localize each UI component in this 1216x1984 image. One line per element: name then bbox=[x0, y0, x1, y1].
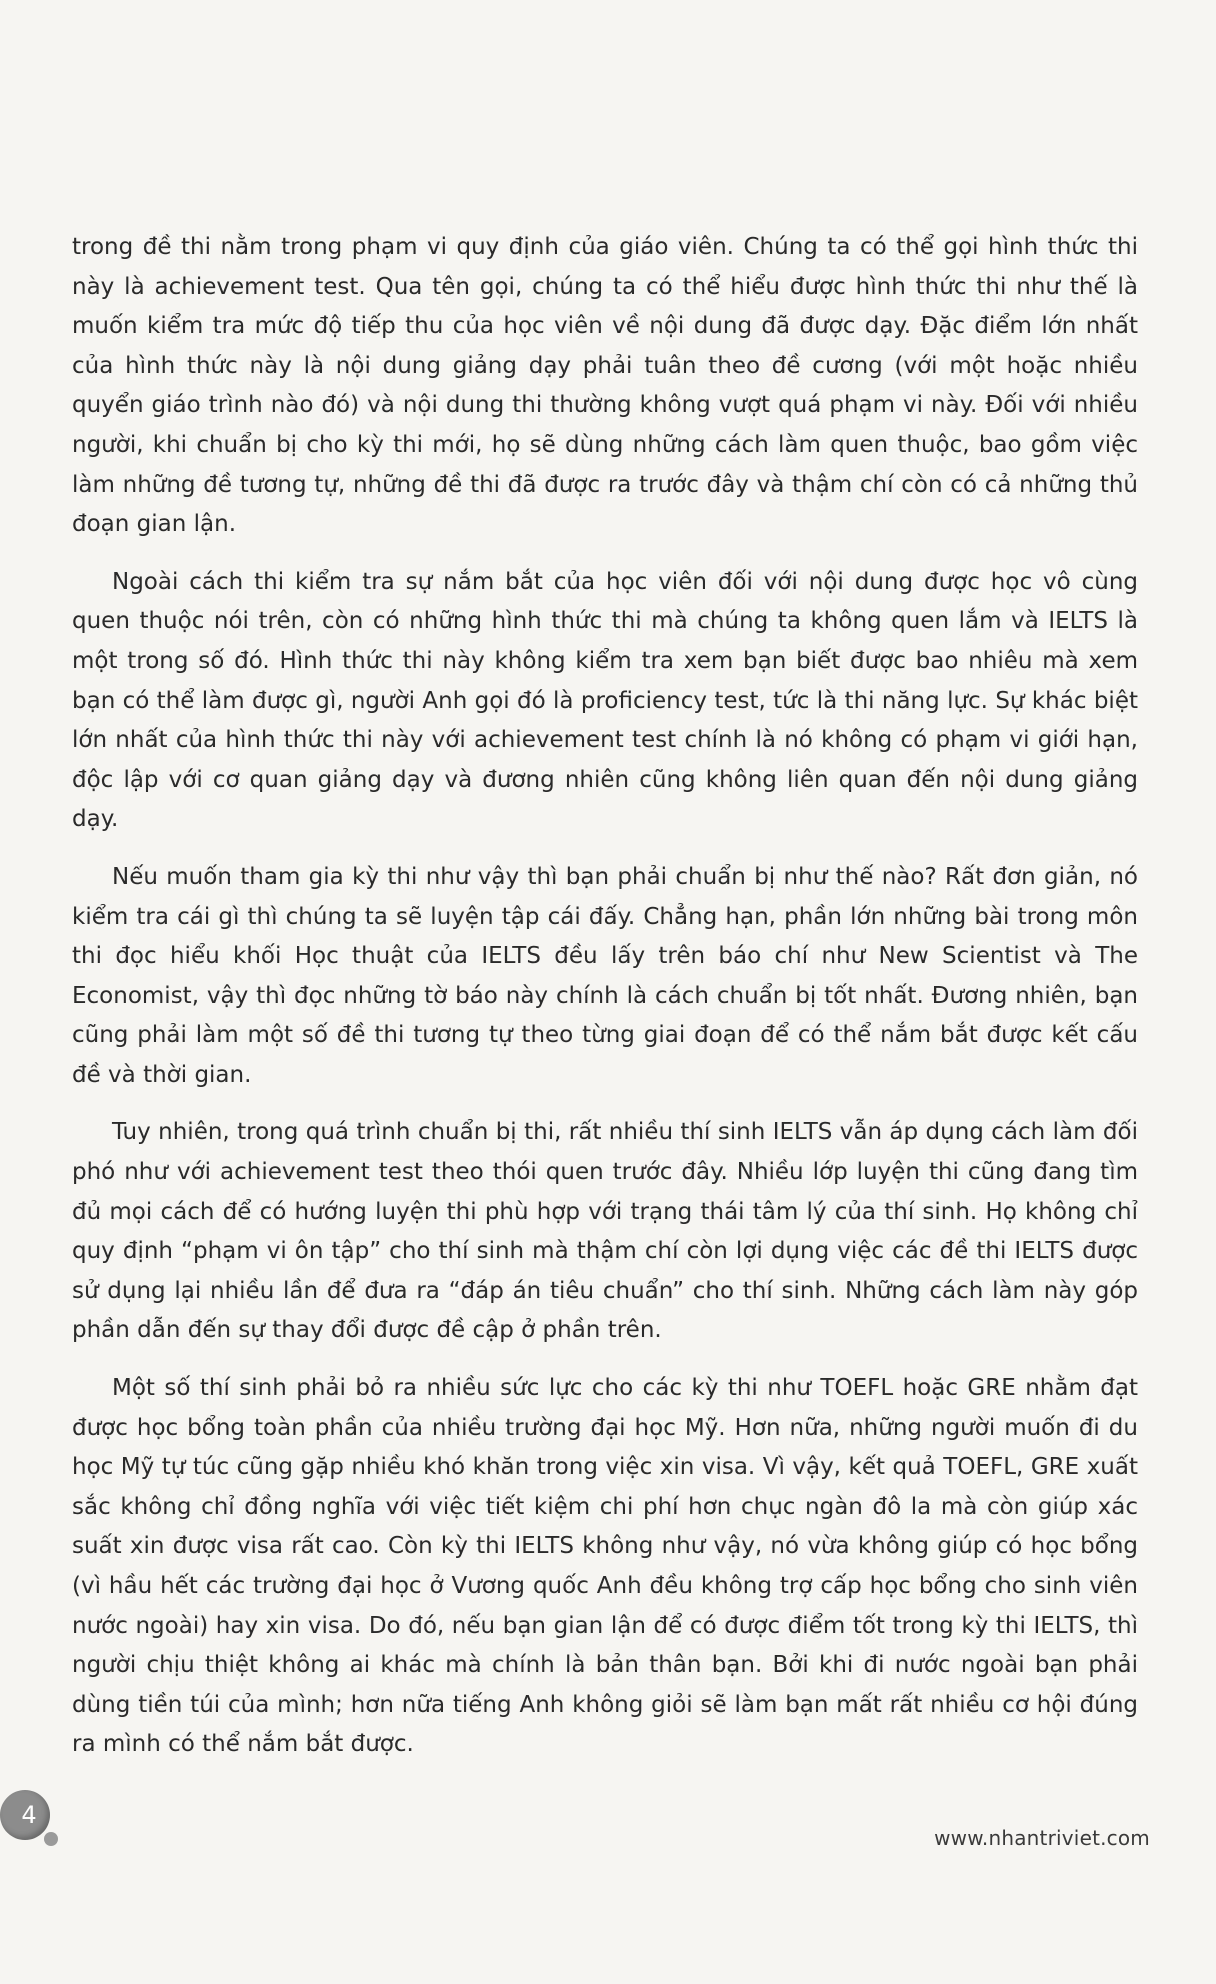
paragraph-5: Một số thí sinh phải bỏ ra nhiều sức lực cho các kỳ thi như TOEFL hoặc GRE nhằm đạt được học bổng toàn phần của nhiều trường đại học Mỹ. Hơn nữa, những người muốn đi du học Mỹ tự túc cũng gặp nhiều khó khăn trong việc xin visa. Vì vậy, kết quả TOEFL, GRE xuất sắc không chỉ đồng nghĩa với việc tiết kiệm chi phí hơn chục ngàn đô la mà còn giúp xác suất xin được visa rất cao. Còn kỳ thi IELTS không như vậy, nó vừa không giúp có học bổng (vì hầu hết các trường đại học ở Vương quốc Anh đều không trợ cấp học bổng cho sinh viên nước ngoài) hay xin visa. Do đó, nếu bạn gian lận để có được điểm tốt trong kỳ thi IELTS, thì người chịu thiệt không ai khác mà chính là bản thân bạn. Bởi khi đi nước ngoài bạn phải dùng tiền túi của mình; hơn nữa tiếng Anh không giỏi sẽ làm bạn mất rất nhiều cơ hội đúng ra mình có thể nắm bắt được. bbox=[72, 1375, 1138, 1758]
page-number-badge bbox=[0, 1790, 50, 1840]
paragraph-3: Nếu muốn tham gia kỳ thi như vậy thì bạn phải chuẩn bị như thế nào? Rất đơn giản, nó kiểm tra cái gì thì chúng ta sẽ luyện tập cái đấy. Chẳng hạn, phần lớn những bài trong môn thi đọc hiểu khối Học thuật của IELTS đều lấy trên báo chí như New Scientist và The Economist, vậy thì đọc những tờ báo này chính là cách chuẩn bị tốt nhất. Đương nhiên, bạn cũng phải làm một số đề thi tương tự theo từng giai đoạn để có thể nắm bắt được kết cấu đề và thời gian. bbox=[72, 863, 1138, 1088]
publisher-website: www.nhantriviet.com bbox=[934, 1826, 1150, 1850]
body-text bbox=[72, 228, 1138, 1783]
page-number: 4 bbox=[21, 1801, 37, 1829]
paragraph-4: Tuy nhiên, trong quá trình chuẩn bị thi, rất nhiều thí sinh IELTS vẫn áp dụng cách làm đối phó như với achievement test theo thói quen trước đây. Nhiều lớp luyện thi cũng đang tìm đủ mọi cách để có hướng luyện thi phù hợp với trạng thái tâm lý của thí sinh. Họ không chỉ quy định “phạm vi ôn tập” cho thí sinh mà thậm chí còn lợi dụng việc các đề thi IELTS được sử dụng lại nhiều lần để đưa ra “đáp án tiêu chuẩn” cho thí sinh. Những cách làm này góp phần dẫn đến sự thay đổi được đề cập ở phần trên. bbox=[72, 1119, 1138, 1344]
paragraph-1: trong đề thi nằm trong phạm vi quy định của giáo viên. Chúng ta có thể gọi hình thức thi này là achievement test. Qua tên gọi, chúng ta có thể hiểu được hình thức thi như thế là muốn kiểm tra mức độ tiếp thu của học viên về nội dung đã được dạy. Đặc điểm lớn nhất của hình thức này là nội dung giảng dạy phải tuân theo đề cương (với một hoặc nhiều quyển giáo trình nào đó) và nội dung thi thường không vượt quá phạm vi này. Đối với nhiều người, khi chuẩn bị cho kỳ thi mới, họ sẽ dùng những cách làm quen thuộc, bao gồm việc làm những đề tương tự, những đề thi đã được ra trước đây và thậm chí còn có cả những thủ đoạn gian lận. bbox=[72, 234, 1138, 538]
paragraph-2: Ngoài cách thi kiểm tra sự nắm bắt của học viên đối với nội dung được học vô cùng quen thuộc nói trên, còn có những hình thức thi mà chúng ta không quen lắm và IELTS là một trong số đó. Hình thức thi này không kiểm tra xem bạn biết được bao nhiêu mà xem bạn có thể làm được gì, người Anh gọi đó là proficiency test, tức là thi năng lực. Sự khác biệt lớn nhất của hình thức thi này với achievement test chính là nó không có phạm vi giới hạn, độc lập với cơ quan giảng dạy và đương nhiên cũng không liên quan đến nội dung giảng dạy. bbox=[72, 568, 1138, 833]
badge-dot-decoration bbox=[44, 1832, 58, 1846]
